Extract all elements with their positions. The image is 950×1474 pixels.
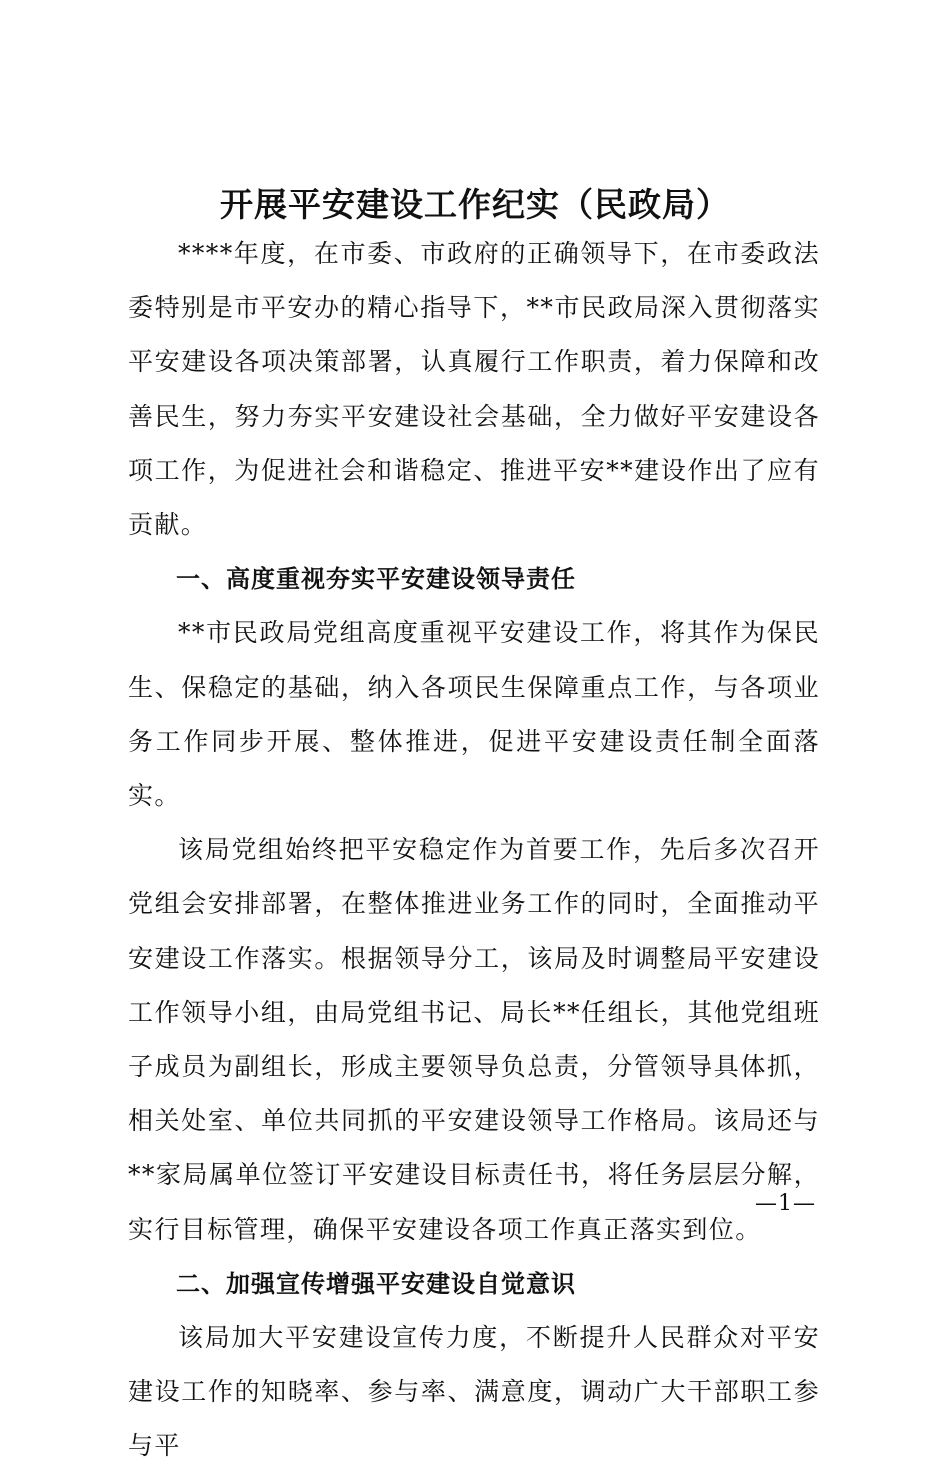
intro-paragraph: ****年度，在市委、市政府的正确领导下，在市委政法委特别是市平安办的精心指导下，**市民政局深入贯彻落实平安建设各项决策部署，认真履行工作职责，着力保障和改善民生，努力夯实平安建设社会基础，全力做好平安建设各项工作，为促进社会和谐稳定、推进平安**建设作出了应有贡献。: [128, 239, 820, 540]
section-2-paragraph-1: 该局加大平安建设宣传力度，不断提升人民群众对平安建设工作的知晓率、参与率、满意度，调动广大干部职工参与平: [128, 1323, 820, 1461]
document-title: 开展平安建设工作纪实（民政局）: [220, 185, 730, 224]
section-1-paragraph-1: **市民政局党组高度重视平安建设工作，将其作为保民生、保稳定的基础，纳入各项民生保障重点工作，与各项业务工作同步开展、整体推进，促进平安建设责任制全面落实。: [128, 618, 820, 811]
section-heading-2: 二、加强宣传增强平安建设自觉意识: [176, 1269, 576, 1298]
page-number: —1—: [755, 1191, 816, 1216]
document-body: [128, 227, 820, 1474]
section-1-paragraph-2: 该局党组始终把平安稳定作为首要工作，先后多次召开党组会安排部署，在整体推进业务工作的同时，全面推动平安建设工作落实。根据领导分工，该局及时调整局平安建设工作领导小组，由局党组书记、局长**任组长，其他党组班子成员为副组长，形成主要领导负总责，分管领导具体抓，相关处室、单位共同抓的平安建设领导工作格局。该局还与**家局属单位签订平安建设目标责任书，将任务层层分解，实行目标管理，确保平安建设各项工作真正落实到位。: [128, 835, 820, 1244]
section-heading-1: 一、高度重视夯实平安建设领导责任: [176, 565, 576, 594]
